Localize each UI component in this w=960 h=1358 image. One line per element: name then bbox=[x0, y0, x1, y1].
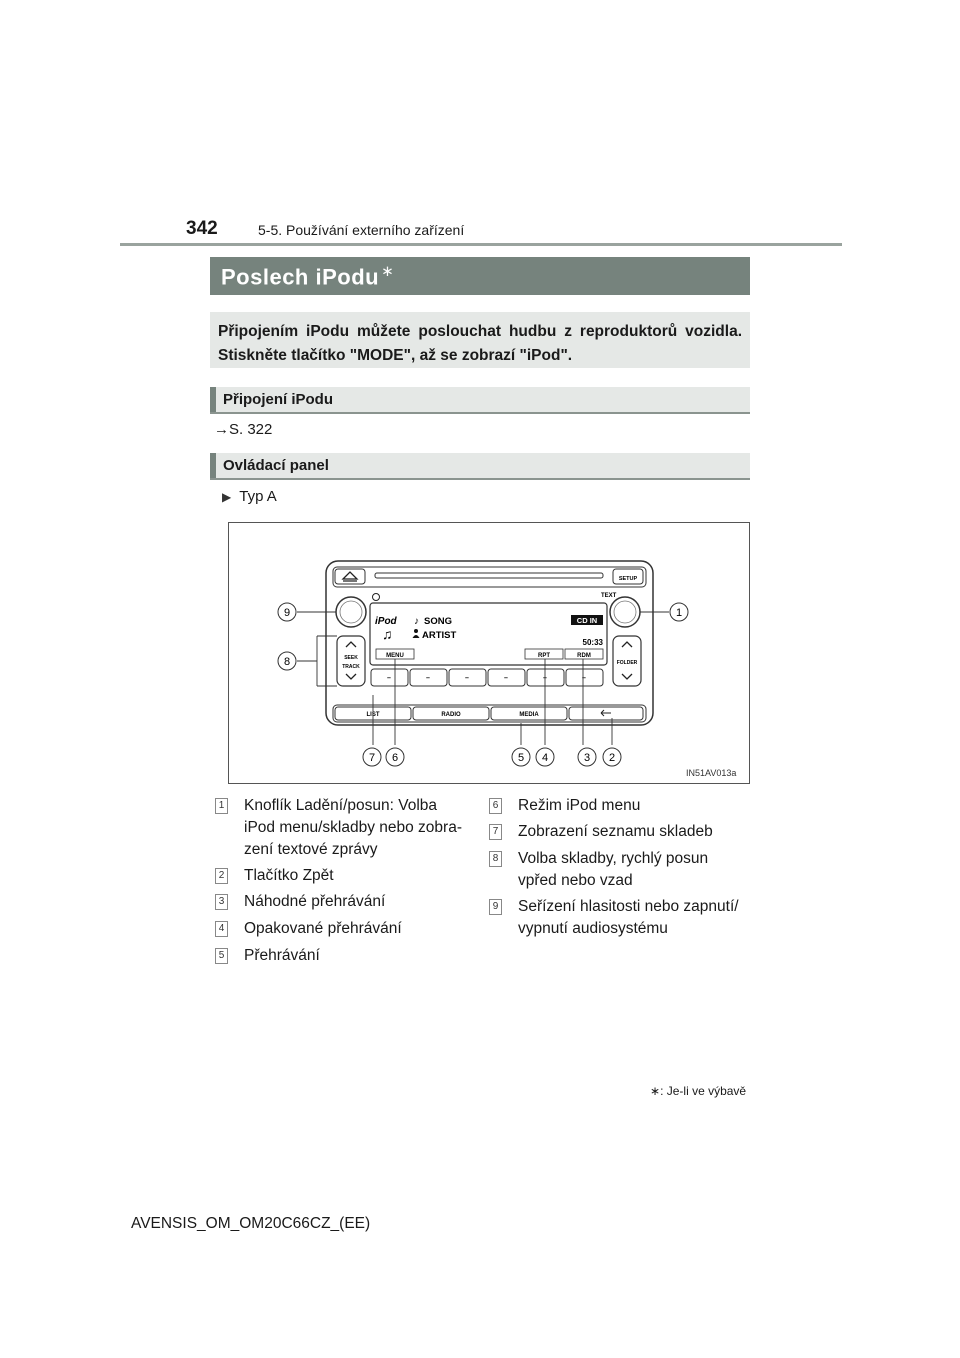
display-ipod: iPod bbox=[375, 616, 397, 627]
list-item bbox=[215, 918, 485, 940]
document-code: AVENSIS_OM_OM20C66CZ_(EE) bbox=[131, 1215, 371, 1232]
item-number: 1 bbox=[215, 798, 228, 814]
display-time: 50:33 bbox=[582, 638, 603, 647]
radio-label: RADIO bbox=[441, 712, 461, 718]
seek-label: SEEK bbox=[344, 655, 358, 661]
display-menu: MENU bbox=[386, 653, 404, 659]
list-item bbox=[489, 795, 751, 817]
preset-dash: – bbox=[426, 675, 430, 682]
music-notes-icon: ♫ bbox=[382, 626, 393, 642]
item-line: Knoflík Ladění/posun: Volba bbox=[244, 797, 438, 814]
item-number: 9 bbox=[489, 899, 502, 915]
item-line: Režim iPod menu bbox=[518, 797, 641, 814]
preset-dash: – bbox=[465, 675, 469, 682]
tune-scroll-knob[interactable] bbox=[610, 597, 640, 627]
setup-label: SETUP bbox=[618, 576, 638, 582]
item-number: 2 bbox=[215, 868, 228, 884]
list-item bbox=[215, 891, 485, 913]
item-number: 7 bbox=[489, 824, 502, 840]
intro-text: Připojením iPodu můžete poslouchat hudbu z reproduktorů vozidla. Stiskněte tlačítko "MODE", až se zobrazí "iPod". bbox=[210, 312, 750, 368]
callout-2: 2 bbox=[608, 752, 616, 764]
item-line: Volba skladby, rychlý posun bbox=[518, 850, 709, 867]
item-line: zení textové zprávy bbox=[244, 841, 378, 858]
list-item bbox=[489, 896, 751, 940]
type-label bbox=[222, 488, 277, 505]
list-label: LIST bbox=[366, 712, 380, 718]
figure-code: IN51AV013a bbox=[686, 768, 737, 778]
footnote-text: : Je-li ve výbavě bbox=[660, 1084, 747, 1098]
preset-dash: – bbox=[543, 675, 547, 682]
list-item bbox=[215, 795, 485, 861]
list-item bbox=[489, 821, 751, 843]
item-number: 3 bbox=[215, 894, 228, 910]
callout-9: 9 bbox=[283, 607, 291, 619]
media-label: MEDIA bbox=[519, 712, 539, 718]
item-number: 8 bbox=[489, 851, 502, 867]
page-number: 342 bbox=[186, 218, 218, 239]
list-item bbox=[489, 848, 751, 892]
item-line: Přehrávání bbox=[244, 947, 320, 964]
item-number: 6 bbox=[489, 798, 502, 814]
control-panel-figure bbox=[228, 522, 750, 784]
display-rpt: RPT bbox=[538, 653, 550, 659]
section-title: 5-5. Používání externího zařízení bbox=[258, 222, 465, 238]
callout-1: 1 bbox=[675, 607, 683, 619]
person-icon bbox=[414, 629, 418, 633]
subsection-heading-panel: Ovládací panel bbox=[210, 453, 750, 480]
item-line: vypnutí audiosystému bbox=[518, 920, 668, 937]
type-label-text: Typ A bbox=[239, 488, 277, 505]
callout-5: 5 bbox=[517, 752, 525, 764]
preset-dash: – bbox=[582, 675, 586, 682]
callout-6: 6 bbox=[391, 752, 399, 764]
triangle-bullet-icon: ▶ bbox=[222, 490, 232, 504]
footnote-asterisk-icon: ∗ bbox=[650, 1084, 661, 1098]
callout-4: 4 bbox=[541, 752, 549, 764]
page-title bbox=[210, 257, 750, 295]
text-label: TEXT bbox=[601, 593, 617, 599]
item-line: Seřízení hlasitosti nebo zapnutí/ bbox=[518, 898, 739, 915]
display-cd-in: CD IN bbox=[576, 616, 598, 625]
callout-8: 8 bbox=[283, 656, 291, 668]
music-note-icon: ♪ bbox=[414, 616, 419, 627]
list-item bbox=[215, 865, 485, 887]
preset-dash: – bbox=[504, 675, 508, 682]
display-song: SONG bbox=[424, 616, 452, 627]
list-item bbox=[215, 945, 485, 967]
page-title-text: Poslech iPodu bbox=[221, 264, 380, 290]
folder-label: FOLDER bbox=[616, 660, 638, 666]
footnote bbox=[650, 1084, 746, 1098]
item-line: Náhodné přehrávání bbox=[244, 893, 386, 910]
item-line: Tlačítko Zpět bbox=[244, 867, 334, 884]
item-line: Opakované přehrávání bbox=[244, 920, 402, 937]
display-rdm: RDM bbox=[577, 653, 591, 659]
item-line: Zobrazení seznamu skladeb bbox=[518, 823, 713, 840]
display-artist: ARTIST bbox=[422, 630, 457, 641]
availability-asterisk: ∗ bbox=[381, 263, 395, 280]
cd-slot bbox=[375, 573, 603, 578]
item-number: 4 bbox=[215, 921, 228, 937]
volume-knob[interactable] bbox=[336, 597, 366, 627]
preset-dash: – bbox=[387, 675, 391, 682]
page-reference-link[interactable]: →S. 322 bbox=[214, 421, 273, 438]
item-line: iPod menu/skladby nebo zobra- bbox=[244, 819, 462, 836]
header-divider bbox=[120, 243, 842, 246]
callout-7: 7 bbox=[368, 752, 376, 764]
item-number: 5 bbox=[215, 948, 228, 964]
item-line: vpřed nebo vzad bbox=[518, 872, 633, 889]
callout-3: 3 bbox=[583, 752, 591, 764]
track-label: TRACK bbox=[342, 664, 360, 670]
subsection-heading-connect: Připojení iPodu bbox=[210, 387, 750, 414]
